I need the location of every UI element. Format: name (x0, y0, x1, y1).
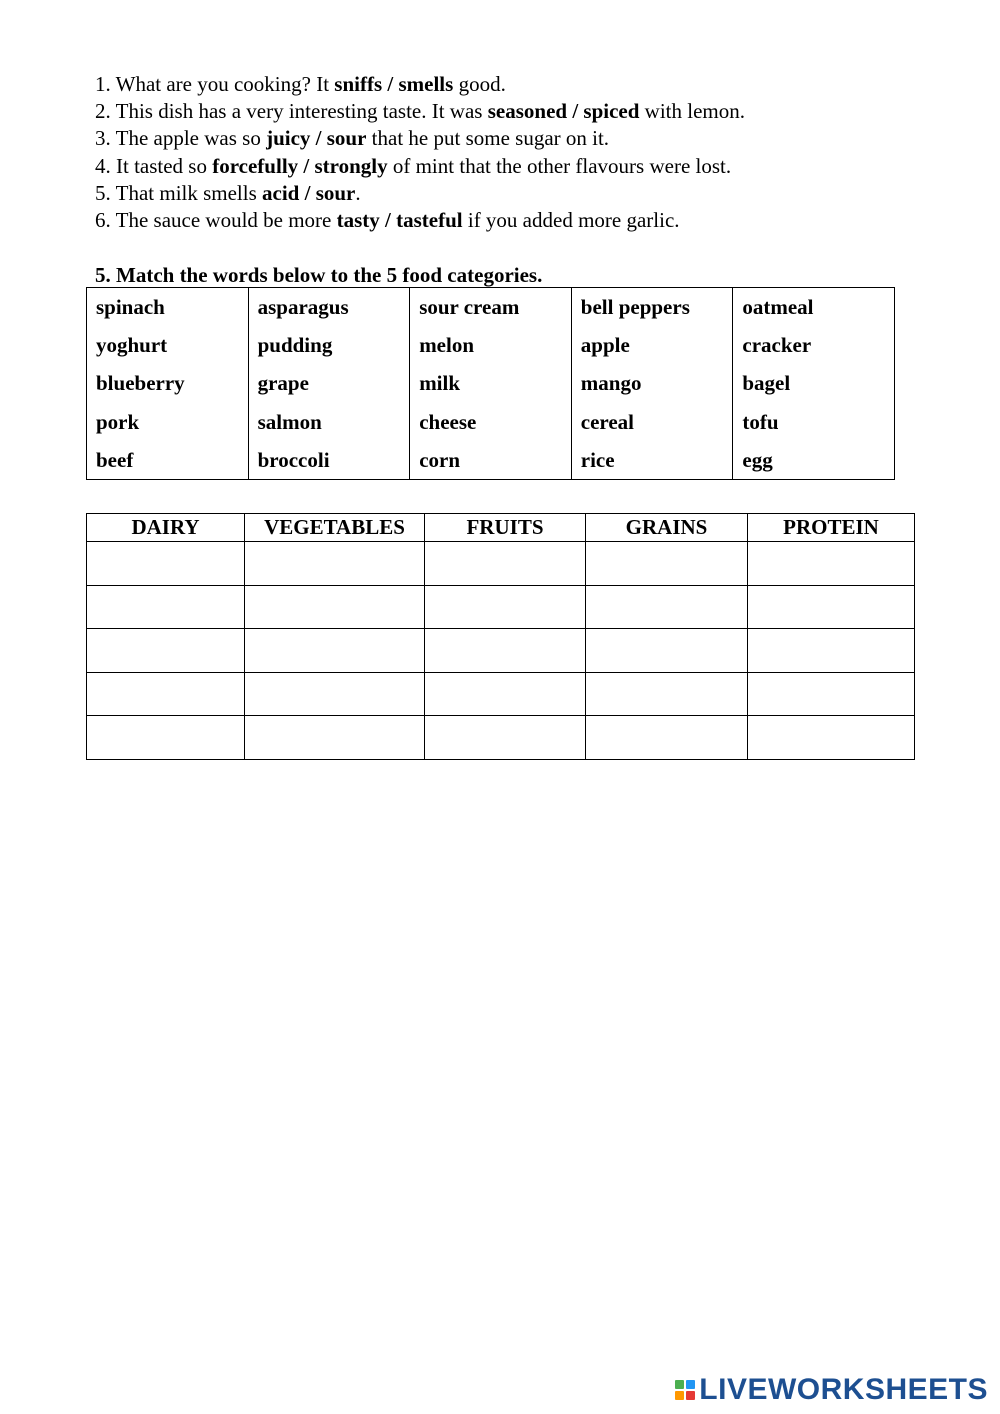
word-bank-row (87, 288, 895, 480)
category-header-grains: GRAINS (586, 514, 748, 542)
answer-cell[interactable] (245, 672, 425, 716)
word-bank-item[interactable]: spinach (96, 295, 165, 319)
word-bank-item[interactable]: grape (257, 371, 309, 396)
answer-row (87, 629, 915, 673)
answer-cell[interactable] (586, 716, 748, 760)
word-bank-item[interactable]: pudding (257, 333, 333, 358)
sentence-5 (95, 180, 955, 207)
word-bank-column (87, 288, 249, 480)
sentence-text: good. (453, 72, 506, 96)
word-bank-column (571, 288, 733, 480)
answer-row (87, 716, 915, 760)
answer-cell[interactable] (87, 585, 245, 629)
answer-cell[interactable] (87, 716, 245, 760)
sentence-text: if you added more garlic. (462, 207, 680, 232)
word-choice[interactable]: juicy / sour (266, 126, 367, 151)
word-bank-column (248, 288, 410, 480)
answer-cell[interactable] (245, 629, 425, 673)
word-bank-item[interactable]: yoghurt (96, 333, 168, 358)
answer-cell[interactable] (245, 542, 425, 586)
sentence-6 (95, 207, 955, 234)
word-bank-item[interactable]: blueberry (96, 371, 185, 396)
answer-cell[interactable] (425, 629, 586, 673)
answer-cell[interactable] (87, 672, 245, 716)
answer-cell[interactable] (425, 672, 586, 716)
word-bank-item[interactable]: cereal (580, 409, 635, 434)
sentence-text: 2. This dish has a very interesting taste. It was (95, 99, 488, 124)
word-bank-item[interactable]: bagel (742, 371, 791, 396)
answer-cell[interactable] (425, 542, 586, 586)
liveworksheets-brand (675, 1372, 988, 1408)
word-bank-item[interactable]: milk (419, 371, 461, 396)
sentence-text: 3. The apple was so (95, 126, 267, 151)
category-header-fruits: FRUITS (425, 514, 586, 542)
answer-cell[interactable] (87, 629, 245, 673)
sentence-3 (95, 125, 955, 152)
answer-cell[interactable] (245, 585, 425, 629)
answer-row (87, 672, 915, 716)
sentence-text: 6. The sauce would be more (95, 207, 337, 232)
sentence-text: 1. What are you cooking? It (95, 72, 335, 96)
word-bank-item[interactable]: broccoli (257, 447, 330, 472)
word-bank-item[interactable]: apple (580, 333, 630, 358)
answer-cell[interactable] (748, 585, 915, 629)
category-header-vegetables: VEGETABLES (245, 514, 425, 542)
word-bank-item[interactable]: salmon (257, 409, 322, 434)
word-choice[interactable]: seasoned / spiced (487, 99, 640, 124)
word-bank-item[interactable]: tofu (742, 409, 779, 434)
word-choice[interactable]: sniffs / smells (334, 72, 454, 96)
food-categories-table (86, 513, 915, 760)
exercise-sentences (95, 71, 955, 234)
logo-square (686, 1380, 695, 1389)
word-bank-item[interactable]: corn (419, 447, 461, 472)
answer-cell[interactable] (748, 629, 915, 673)
word-bank-item[interactable]: pork (96, 409, 140, 434)
word-bank-column (410, 288, 572, 480)
word-choice[interactable]: tasty / tasteful (336, 207, 463, 232)
answer-cell[interactable] (586, 672, 748, 716)
answer-cell[interactable] (586, 629, 748, 673)
answer-row (87, 542, 915, 586)
sentence-1 (95, 71, 955, 98)
sentence-text: of mint that the other flavours were lost. (387, 153, 732, 178)
word-bank-item[interactable]: cheese (419, 409, 477, 434)
liveworksheets-logo-icon (675, 1380, 695, 1400)
word-bank-item[interactable]: bell peppers (580, 295, 690, 319)
answer-cell[interactable] (425, 716, 586, 760)
answer-row (87, 585, 915, 629)
sentence-text: 4. It tasted so (95, 153, 213, 178)
sentence-text: that he put some sugar on it. (366, 126, 610, 151)
word-bank-item[interactable]: rice (580, 447, 615, 472)
word-bank-item[interactable]: beef (96, 447, 134, 472)
sentence-4 (95, 153, 955, 180)
word-bank-table (86, 287, 895, 480)
word-bank-item[interactable]: sour cream (419, 295, 520, 319)
word-bank-item[interactable]: asparagus (257, 295, 349, 319)
answer-cell[interactable] (586, 585, 748, 629)
answer-cell[interactable] (586, 542, 748, 586)
answer-cell[interactable] (748, 542, 915, 586)
task-5-title: 5. Match the words below to the 5 food categories. (95, 263, 543, 287)
logo-square (686, 1391, 695, 1400)
answer-cell[interactable] (245, 716, 425, 760)
brand-wordmark: LIVEWORKSHEETS (699, 1373, 988, 1406)
answer-cell[interactable] (425, 585, 586, 629)
categories-header-row (87, 514, 915, 542)
answer-cell[interactable] (87, 542, 245, 586)
category-header-dairy: DAIRY (87, 514, 245, 542)
answer-cell[interactable] (748, 672, 915, 716)
word-bank-item[interactable]: mango (580, 371, 642, 396)
word-bank-item[interactable]: cracker (742, 333, 812, 358)
sentence-text: with lemon. (639, 99, 745, 124)
word-bank-item[interactable]: melon (419, 333, 475, 358)
answer-cell[interactable] (748, 716, 915, 760)
logo-square (675, 1380, 684, 1389)
sentence-text: 5. That milk smells (95, 180, 263, 205)
logo-square (675, 1391, 684, 1400)
sentence-text: . (355, 180, 361, 205)
word-bank-item[interactable]: oatmeal (742, 295, 814, 319)
word-choice[interactable]: forcefully / strongly (212, 153, 388, 178)
category-header-protein: PROTEIN (748, 514, 915, 542)
word-choice[interactable]: acid / sour (262, 180, 356, 205)
word-bank-column (733, 288, 895, 480)
sentence-2 (95, 98, 955, 125)
word-bank-item[interactable]: egg (742, 447, 773, 472)
